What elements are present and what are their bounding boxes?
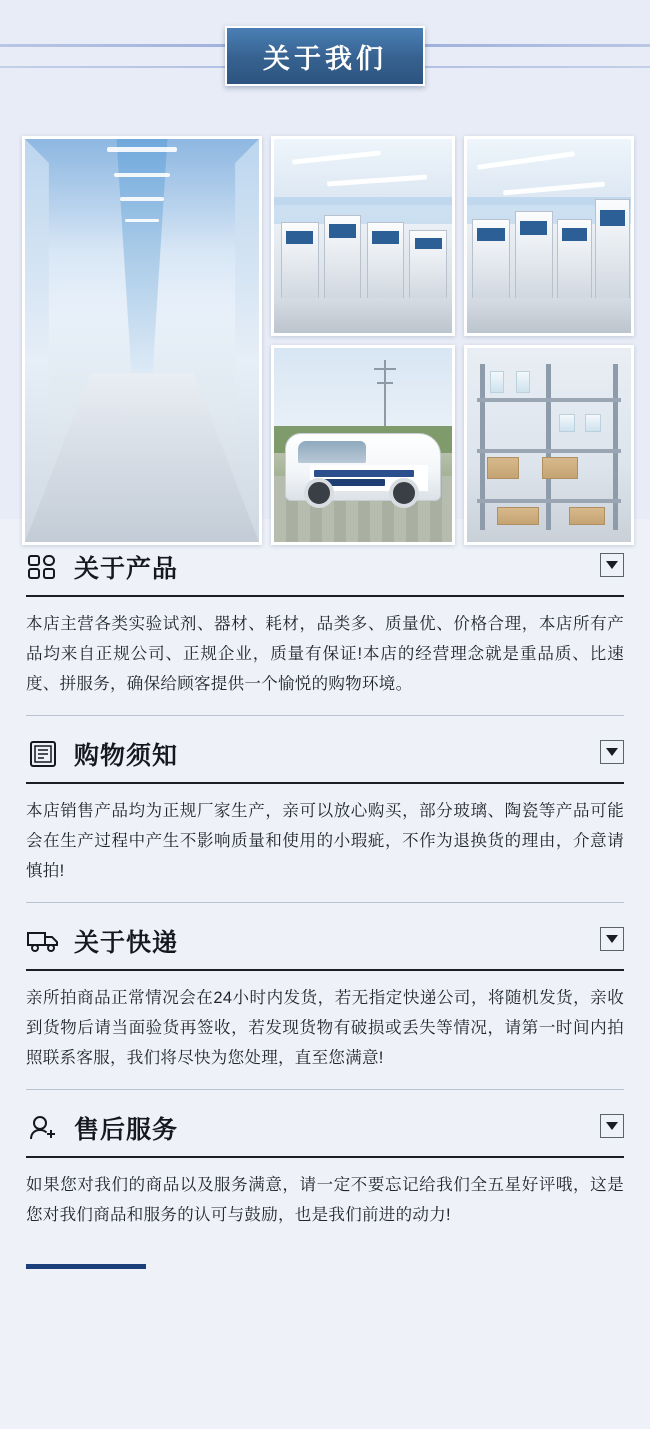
- photo-inspection-service-van: [271, 345, 455, 545]
- section-title: 购物须知: [74, 742, 179, 770]
- page-header: [0, 0, 650, 110]
- section-title: 售后服务: [74, 1116, 179, 1144]
- section-divider: [26, 595, 624, 597]
- section-body: 亲所拍商品正常情况会在24小时内发货，若无指定快递公司，将随机发货，亲收到货物后请当面验货再签收，若发现货物有破损或丢失等情况，请第一时间内拍照联系客服，我们将尽快为您处理，直至您满意!: [26, 989, 624, 1067]
- chevron-down-icon[interactable]: [600, 553, 624, 577]
- photo-warehouse-shelving: [464, 345, 634, 545]
- page-title-plate: [225, 26, 425, 86]
- footer-accent-bar: [26, 1264, 146, 1269]
- chevron-down-icon[interactable]: [600, 927, 624, 951]
- section-title: 关于产品: [74, 555, 179, 583]
- section-title: 关于快递: [74, 929, 179, 957]
- chevron-down-icon[interactable]: [600, 1114, 624, 1138]
- document-list-icon: [26, 739, 60, 769]
- section-separator: [26, 1089, 624, 1090]
- info-sections: [0, 519, 650, 1295]
- section-divider: [26, 1156, 624, 1158]
- section-shopping-notice: [0, 722, 650, 903]
- photo-laboratory-equipment-2: [464, 136, 634, 336]
- section-body: 本店销售产品均为正规厂家生产，亲可以放心购买，部分玻璃、陶瓷等产品可能会在生产过程中产生不影响质量和使用的小瑕疵，不作为退换货的理由，介意请慎拍!: [26, 802, 624, 880]
- section-header: [26, 535, 624, 593]
- section-after-sales-service: [0, 1096, 650, 1246]
- section-divider: [26, 782, 624, 784]
- section-body: 本店主营各类实验试剂、器材、耗材，品类多、质量优、价格合理，本店所有产品均来自正规公司、正规企业，质量有保证!本店的经营理念就是重品质、比速度、拼服务，确保给顾客提供一个愉悦的购物环境。: [26, 615, 624, 693]
- grid-squares-icon: [26, 552, 60, 582]
- section-body: 如果您对我们的商品以及服务满意，请一定不要忘记给我们全五星好评哦，这是您对我们商品和服务的认可与鼓励，也是我们前进的动力!: [26, 1176, 624, 1224]
- photo-gallery: [0, 110, 650, 519]
- section-divider: [26, 969, 624, 971]
- photo-cleanroom-corridor: [22, 136, 262, 545]
- user-support-icon: [26, 1113, 60, 1143]
- delivery-truck-icon: [26, 926, 60, 956]
- section-separator: [26, 715, 624, 716]
- section-header: [26, 1096, 624, 1154]
- section-about-product: [0, 535, 650, 716]
- section-separator: [26, 902, 624, 903]
- photo-laboratory-equipment-1: [271, 136, 455, 336]
- section-header: [26, 722, 624, 780]
- chevron-down-icon[interactable]: [600, 740, 624, 764]
- page-title: 关于我们: [263, 43, 387, 74]
- section-header: [26, 909, 624, 967]
- section-about-shipping: [0, 909, 650, 1090]
